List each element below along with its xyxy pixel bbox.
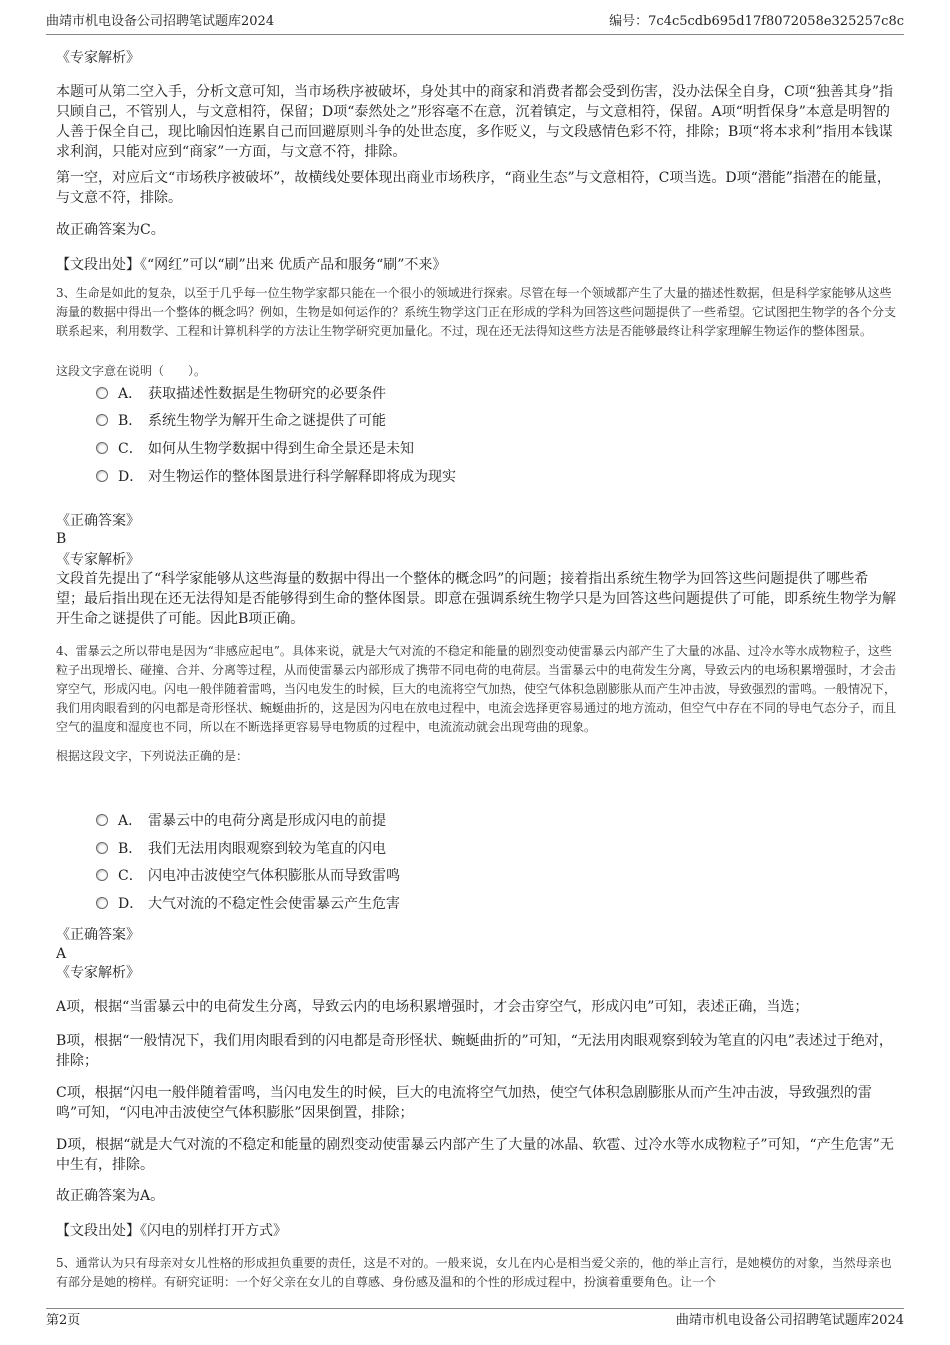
q3-question: 这段文字意在说明（ ）。 xyxy=(56,364,207,378)
q4-stem: 4、雷暴云之所以带电是因为“非感应起电”。具体来说，就是大气对流的不稳定和能量的剧烈变动使雷暴云内部产生了大量的冰晶、过冷水等水成物粒子，这些粒子出现增长、碰撞、合并、分离等过程，从而使雷暴云内部形成了携带不同电荷的电荷层。当雷暴云中的电荷发生分离，导致云内的电场积累增强时，才会击穿空气，形成闪电。闪电一般伴随着雷鸣，当闪电发生的时候，巨大的电流将空气加热，使空气体积急剧膨胀从而产生冲击波，导致强烈的雷鸣。一般情况下，我们用肉眼看到的闪电都是奇形怪状、蜿蜒曲折的，这是因为闪电在放电过程中，电流会选择更容易通过的地方流动，但空气中存在不同的导电气态分子，而且空气的温度和湿度也不同，所以在不断选择更容易导电物质的过程中，电流流动就会出现弯曲的现象。 xyxy=(56,644,897,734)
q3-option-d[interactable]: D． 对生物运作的整体图景进行科学解释即将成为现实 xyxy=(96,465,456,489)
q4-option-b[interactable]: B． 我们无法用肉眼观察到较为笔直的闪电 xyxy=(96,837,386,861)
q4-option-a[interactable]: A． 雷暴云中的电荷分离是形成闪电的前提 xyxy=(96,809,386,833)
q2-analysis-p2: 第一空，对应后文“市场秩序被破坏”，故横线处要体现出商业市场秩序，“商业生态”与文意相符，C项当选。D项“潜能”指潜在的能量，与文意不符，排除。 xyxy=(56,170,891,206)
q4-analysis-b: B项，根据“一般情况下，我们用肉眼看到的闪电都是奇形怪状、蜿蜒曲折的”可知，“无法用肉眼观察到较为笔直的闪电”表述过于绝对，排除； xyxy=(56,1033,893,1069)
footer-title: 曲靖市机电设备公司招聘笔试题库2024 xyxy=(675,1313,904,1328)
q2-expert-label: 《专家解析》 xyxy=(56,50,140,66)
q4-conclusion: 故正确答案为A。 xyxy=(56,1188,165,1204)
radio-icon[interactable] xyxy=(96,897,108,909)
q4-question: 根据这段文字，下列说法正确的是： xyxy=(56,749,249,763)
page-header xyxy=(46,12,904,35)
q3-option-c[interactable]: C． 如何从生物学数据中得到生命全景还是未知 xyxy=(96,437,414,461)
radio-icon[interactable] xyxy=(96,442,108,454)
q4-analysis-a: A项，根据“当雷暴云中的电荷发生分离，导致云内的电场积累增强时，才会击穿空气，形成闪电”可知，表述正确，当选； xyxy=(56,999,809,1015)
q4-option-d[interactable]: D． 大气对流的不稳定性会使雷暴云产生危害 xyxy=(96,892,400,916)
q4-analysis-c: C项，根据“闪电一般伴随着雷鸣，当闪电发生的时候，巨大的电流将空气加热，使空气体积急剧膨胀从而产生冲击波，导致强烈的雷鸣”可知，“闪电冲击波使空气体积膨胀”因果倒置，排除； xyxy=(56,1085,872,1121)
radio-icon[interactable] xyxy=(96,387,108,399)
radio-icon[interactable] xyxy=(96,414,108,426)
q3-analysis: 文段首先提出了“科学家能够从这些海量的数据中得出一个整体的概念吗”的问题；接着指出系统生物学为回答这些问题提供了哪些希望；最后指出现在还无法得知是否能够得到生命的整体图景。即意在强调系统生物学只是为回答这些问题提供了可能，即系统生物学为解开生命之谜提供了可能。因此B项正确。 xyxy=(56,571,896,627)
q2-answer: 故正确答案为C。 xyxy=(56,222,165,238)
footer-page-number: 第2页 xyxy=(46,1313,81,1328)
q4-expert-label: 《专家解析》 xyxy=(56,965,140,981)
q3-option-a[interactable]: A． 获取描述性数据是生物研究的必要条件 xyxy=(96,382,386,406)
header-doc-code: 编号：7c4c5cdb695d17f8072058e325257c8c xyxy=(609,14,904,29)
q2-analysis-p1: 本题可从第二空入手，分析文意可知，当市场秩序被破坏，身处其中的商家和消费者都会受到伤害，没办法保全自身，C项“独善其身”指只顾自己，不管别人，与文意相符，保留；D项“泰然处之”形容毫不在意，沉着镇定，与文意相符，保留。A项“明哲保身”本意是明智的人善于保全自己，现比喻因怕连累自己而回避原则斗争的处世态度，多作贬义，与文段感情色彩不符，排除；B项“将本求利”指用本钱谋求利润，只能对应到“商家”一方面，与文意不符，排除。 xyxy=(56,84,894,160)
q3-answer-label: 《正确答案》 xyxy=(56,513,140,529)
q4-answer-label: 《正确答案》 xyxy=(56,927,140,943)
radio-icon[interactable] xyxy=(96,869,108,881)
q4-analysis-d: D项，根据“就是大气对流的不稳定和能量的剧烈变动使雷暴云内部产生了大量的冰晶、软雹、过冷水等水成物粒子”可知，“产生危害”无中生有，排除。 xyxy=(56,1137,894,1173)
q3-expert-label: 《专家解析》 xyxy=(56,552,140,568)
radio-icon[interactable] xyxy=(96,842,108,854)
q4-answer: A xyxy=(56,946,67,962)
q2-source: 【文段出处】《“网红”可以“刷”出来 优质产品和服务“刷”不来》 xyxy=(56,257,447,273)
q5-stem: 5、通常认为只有母亲对女儿性格的形成担负重要的责任，这是不对的。一般来说，女儿在内心是相当爱父亲的，他的举止言行，是她模仿的对象，当然母亲也有部分是她的榜样。有研究证明：一个好父亲在女儿的自尊感、身份感及温和的个性的形成过程中，扮演着重要角色。让一个 xyxy=(56,1256,892,1289)
q4-option-c[interactable]: C． 闪电冲击波使空气体积膨胀从而导致雷鸣 xyxy=(96,864,400,888)
radio-icon[interactable] xyxy=(96,470,108,482)
header-title: 曲靖市机电设备公司招聘笔试题库2024 xyxy=(46,14,275,29)
q4-source: 【文段出处】《闪电的别样打开方式》 xyxy=(56,1223,287,1239)
page-footer xyxy=(46,1308,904,1333)
q3-option-b[interactable]: B． 系统生物学为解开生命之谜提供了可能 xyxy=(96,409,386,433)
radio-icon[interactable] xyxy=(96,814,108,826)
q3-answer: B xyxy=(56,531,67,547)
q3-stem: 3、生命是如此的复杂，以至于几乎每一位生物学家都只能在一个很小的领域进行探索。尽管在每一个领域都产生了大量的描述性数据，但是科学家能够从这些海量的数据中得出一个整体的概念吗？例如，生物是如何运作的？系统生物学这门正在形成的学科为回答这些问题提供了一些希望。它试图把生物学的各个分支联系起来，利用数学、工程和计算机科学的方法让生物学研究更加量化。不过，现在还无法得知这些方法是否能够最终让科学家理解生物运作的整体图景。 xyxy=(56,286,897,338)
